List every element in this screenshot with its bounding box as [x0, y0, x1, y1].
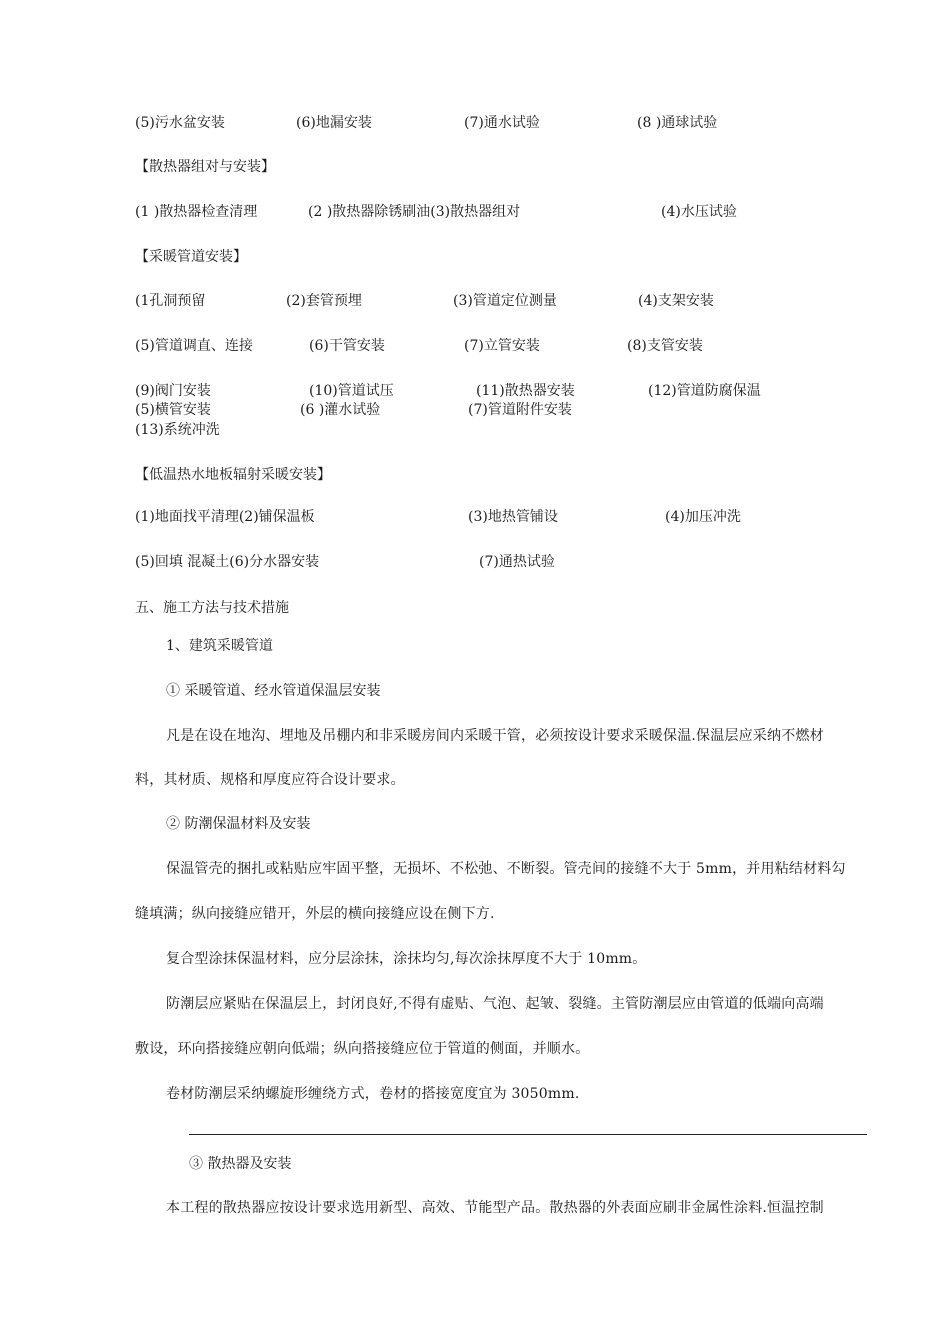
- list-item: (3)地热管铺设: [468, 509, 558, 525]
- section-heading-radiator: 【散热器组对与安装】: [135, 159, 275, 175]
- list-item: (7)立管安装: [464, 338, 540, 354]
- section-title: 五、施工方法与技术措施: [135, 600, 289, 616]
- item-title: ① 采暖管道、经水管道保温层安装: [166, 683, 381, 699]
- list-item: (8 )通球试验: [637, 115, 718, 131]
- list-item: (7)通热试验: [479, 554, 555, 570]
- list-item: (4)支架安装: [638, 293, 714, 309]
- list-item: (2)套管预埋: [286, 293, 362, 309]
- list-item: (5)污水盆安装: [135, 115, 225, 131]
- paragraph-line: 复合型涂抹保温材料，应分层涂抹，涂抹均匀,每次涂抹厚度不大于 10mm。: [166, 951, 647, 967]
- item-title: ③ 散热器及安装: [189, 1156, 292, 1172]
- list-item: (5)横管安装: [135, 402, 211, 418]
- list-item: (7)通水试验: [464, 115, 540, 131]
- paragraph-line: 本工程的散热器应按设计要求选用新型、高效、节能型产品。散热器的外表面应刷非金属性涂料.恒温控制: [166, 1200, 824, 1216]
- list-item: (1孔洞预留: [135, 293, 206, 309]
- list-item: (11)散热器安装: [476, 383, 575, 399]
- list-item: (5)回填 混凝土(6)分水器安装: [135, 554, 320, 570]
- list-item: (4)水压试验: [661, 204, 737, 220]
- subsection-title: 1、建筑采暖管道: [166, 638, 273, 654]
- list-item: (2 )散热器除锈刷油(3)散热器组对: [308, 204, 521, 220]
- list-item: (13)系统冲洗: [135, 422, 220, 438]
- list-item: (10)管道试压: [309, 383, 394, 399]
- paragraph-line: 卷材防潮层采纳螺旋形缠绕方式，卷材的搭接宽度宜为 3050mm.: [166, 1086, 580, 1102]
- paragraph-line: 防潮层应紧贴在保温层上，封闭良好,不得有虚贴、气泡、起皱、裂缝。主管防潮层应由管道的低端向高端: [166, 996, 824, 1012]
- list-item: (9)阀门安装: [135, 383, 211, 399]
- paragraph-line: 敷设，环向搭接缝应朝向低端；纵向搭接缝应位于管道的侧面，并顺水。: [135, 1041, 590, 1057]
- list-item: (7)管道附件安装: [468, 402, 572, 418]
- horizontal-divider: [189, 1134, 867, 1135]
- section-heading-pipe: 【采暖管道安装】: [135, 249, 247, 265]
- paragraph-line: 料，其材质、规格和厚度应符合设计要求。: [135, 772, 405, 788]
- paragraph-line: 凡是在设在地沟、埋地及吊棚内和非采暖房间内采暖干管，必须按设计要求采暖保温.保温层应采纳不燃材: [166, 728, 824, 744]
- list-item: (1)地面找平清理(2)铺保温板: [135, 509, 315, 525]
- list-item: (6)地漏安装: [296, 115, 372, 131]
- list-item: (5)管道调直、连接: [135, 338, 253, 354]
- list-item: (4)加压冲洗: [665, 509, 741, 525]
- list-item: (8)支管安装: [627, 338, 703, 354]
- list-item: (3)管道定位测量: [453, 293, 557, 309]
- section-heading-floor: 【低温热水地板辐射采暖安装】: [135, 467, 331, 483]
- item-title: ② 防潮保温材料及安装: [166, 816, 311, 832]
- paragraph-line: 缝填满；纵向接缝应错开，外层的横向接缝应设在侧下方.: [135, 906, 495, 922]
- paragraph-line: 保温管壳的捆扎或粘贴应牢固平整，无损坏、不松弛、不断裂。管壳间的接缝不大于 5mm，并用粘结材料勾: [166, 861, 846, 877]
- list-item: (6 )灌水试验: [300, 402, 381, 418]
- list-item: (12)管道防腐保温: [648, 383, 761, 399]
- list-item: (6)干管安装: [309, 338, 385, 354]
- list-item: (1 )散热器检查清理: [135, 204, 258, 220]
